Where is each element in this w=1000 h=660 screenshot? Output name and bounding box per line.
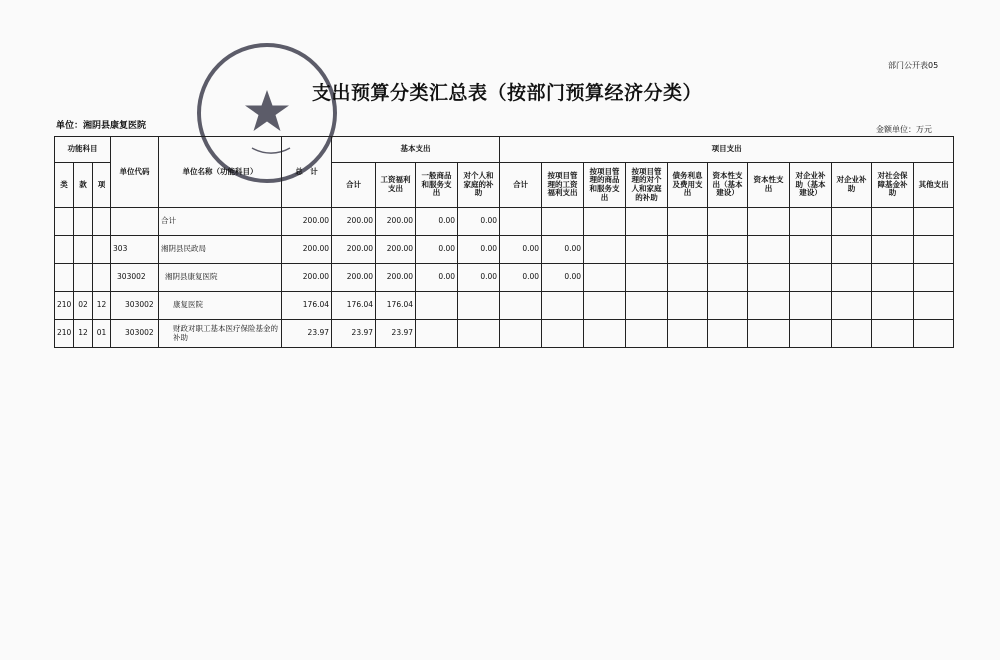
cell-empty — [668, 236, 708, 264]
cell-basic-total: 176.04 — [332, 292, 376, 320]
cell-project-total — [500, 320, 542, 348]
cell-empty — [872, 292, 914, 320]
cell-empty — [708, 208, 748, 236]
cell-project-total — [500, 292, 542, 320]
cell-empty — [626, 236, 668, 264]
header-project-enterprise-construction: 对企业补助（基本建设） — [790, 163, 832, 208]
cell-name: 合计 — [159, 208, 282, 236]
cell-empty — [626, 208, 668, 236]
cell-empty — [790, 320, 832, 348]
cell-project-wage: 0.00 — [542, 264, 584, 292]
cell-total: 200.00 — [282, 236, 332, 264]
cell-empty — [790, 236, 832, 264]
cell-code: 303 — [111, 236, 159, 264]
cell-basic-personal — [458, 292, 500, 320]
cell-empty — [832, 264, 872, 292]
cell-empty — [872, 208, 914, 236]
cell-empty — [790, 264, 832, 292]
cell-empty — [832, 236, 872, 264]
cell-empty — [748, 236, 790, 264]
cell-project-total: 0.00 — [500, 236, 542, 264]
cell-kuan: 02 — [74, 292, 93, 320]
cell-project-wage — [542, 292, 584, 320]
cell-code: 303002 — [111, 320, 159, 348]
cell-empty — [708, 320, 748, 348]
cell-empty — [626, 292, 668, 320]
cell-kuan — [74, 264, 93, 292]
header-unit-name: 单位名称（功能科目） — [159, 137, 282, 208]
cell-empty — [790, 292, 832, 320]
cell-lei — [55, 264, 74, 292]
cell-empty — [668, 208, 708, 236]
table-row — [55, 292, 954, 320]
header-total: 总 计 — [282, 137, 332, 208]
header-project-personal: 按项目管理的对个人和家庭的补助 — [626, 163, 668, 208]
header-project-goods: 按项目管理的商品和服务支出 — [584, 163, 626, 208]
cell-code: 303002 — [111, 292, 159, 320]
table-row — [55, 320, 954, 348]
cell-empty — [914, 236, 954, 264]
table-row — [55, 264, 954, 292]
cell-empty — [914, 208, 954, 236]
cell-kuan — [74, 208, 93, 236]
cell-name: 康复医院 — [159, 292, 282, 320]
page-title: 支出预算分类汇总表（按部门预算经济分类） — [312, 82, 703, 104]
cell-empty — [748, 292, 790, 320]
expenditure-table — [54, 136, 954, 348]
cell-xiang — [93, 264, 111, 292]
cell-empty — [832, 292, 872, 320]
header-project-wage: 按项目管理的工资福利支出 — [542, 163, 584, 208]
cell-empty — [708, 264, 748, 292]
cell-basic-wage: 200.00 — [376, 264, 416, 292]
cell-basic-total: 200.00 — [332, 264, 376, 292]
header-kuan: 款 — [74, 163, 93, 208]
cell-name: 湘阴县康复医院 — [159, 264, 282, 292]
cell-empty — [584, 320, 626, 348]
cell-basic-goods — [416, 320, 458, 348]
header-basic-total: 合计 — [332, 163, 376, 208]
amount-unit: 金额单位：万元 — [876, 125, 932, 134]
cell-basic-wage: 200.00 — [376, 208, 416, 236]
cell-empty — [584, 208, 626, 236]
cell-name: 湘阴县民政局 — [159, 236, 282, 264]
cell-empty — [832, 320, 872, 348]
cell-basic-wage: 176.04 — [376, 292, 416, 320]
cell-project-total: 0.00 — [500, 264, 542, 292]
cell-empty — [668, 320, 708, 348]
cell-empty — [584, 292, 626, 320]
cell-code: 303002 — [111, 264, 159, 292]
cell-project-wage — [542, 208, 584, 236]
header-project-capital-construction: 资本性支出（基本建设） — [708, 163, 748, 208]
header-func-subject: 功能科目 — [55, 137, 111, 163]
header-basic-personal: 对个人和家庭的补助 — [458, 163, 500, 208]
cell-basic-personal: 0.00 — [458, 264, 500, 292]
cell-empty — [914, 292, 954, 320]
cell-basic-goods: 0.00 — [416, 208, 458, 236]
cell-empty — [872, 236, 914, 264]
cell-empty — [708, 292, 748, 320]
cell-name: 财政对职工基本医疗保险基金的补助 — [159, 320, 282, 348]
cell-empty — [790, 208, 832, 236]
cell-empty — [626, 264, 668, 292]
cell-empty — [584, 236, 626, 264]
cell-lei — [55, 208, 74, 236]
cell-total: 23.97 — [282, 320, 332, 348]
cell-kuan: 12 — [74, 320, 93, 348]
document-code: 部门公开表05 — [888, 61, 939, 70]
cell-basic-goods — [416, 292, 458, 320]
cell-empty — [708, 236, 748, 264]
cell-empty — [748, 320, 790, 348]
cell-lei — [55, 236, 74, 264]
header-project-other: 其他支出 — [914, 163, 954, 208]
header-unit-code: 单位代码 — [111, 137, 159, 208]
cell-empty — [914, 320, 954, 348]
table-row — [55, 208, 954, 236]
cell-total: 200.00 — [282, 264, 332, 292]
cell-project-wage — [542, 320, 584, 348]
header-project-total: 合计 — [500, 163, 542, 208]
header-basic-expenditure: 基本支出 — [332, 137, 500, 163]
cell-empty — [584, 264, 626, 292]
cell-xiang — [93, 236, 111, 264]
cell-total: 176.04 — [282, 292, 332, 320]
cell-xiang — [93, 208, 111, 236]
header-project-enterprise: 对企业补助 — [832, 163, 872, 208]
cell-xiang: 12 — [93, 292, 111, 320]
cell-empty — [914, 264, 954, 292]
cell-project-wage: 0.00 — [542, 236, 584, 264]
header-project-social-security: 对社会保障基金补助 — [872, 163, 914, 208]
cell-empty — [668, 264, 708, 292]
cell-lei: 210 — [55, 292, 74, 320]
cell-basic-personal — [458, 320, 500, 348]
header-xiang: 项 — [93, 163, 111, 208]
cell-project-total — [500, 208, 542, 236]
cell-lei: 210 — [55, 320, 74, 348]
cell-basic-goods: 0.00 — [416, 264, 458, 292]
cell-empty — [748, 264, 790, 292]
cell-basic-personal: 0.00 — [458, 236, 500, 264]
cell-empty — [872, 320, 914, 348]
header-project-debt: 债务利息及费用支出 — [668, 163, 708, 208]
cell-total: 200.00 — [282, 208, 332, 236]
cell-empty — [832, 208, 872, 236]
cell-basic-wage: 23.97 — [376, 320, 416, 348]
header-project-expenditure: 项目支出 — [500, 137, 954, 163]
unit-label: 单位：湘阴县康复医院 — [56, 121, 147, 131]
cell-empty — [872, 264, 914, 292]
cell-basic-total: 200.00 — [332, 208, 376, 236]
cell-basic-goods: 0.00 — [416, 236, 458, 264]
cell-kuan — [74, 236, 93, 264]
cell-code — [111, 208, 159, 236]
header-basic-goods: 一般商品和服务支出 — [416, 163, 458, 208]
table-row — [55, 236, 954, 264]
header-lei: 类 — [55, 163, 74, 208]
header-project-capital: 资本性支出 — [748, 163, 790, 208]
cell-basic-personal: 0.00 — [458, 208, 500, 236]
cell-empty — [668, 292, 708, 320]
cell-xiang: 01 — [93, 320, 111, 348]
cell-empty — [626, 320, 668, 348]
header-basic-wage: 工资福利支出 — [376, 163, 416, 208]
cell-basic-total: 200.00 — [332, 236, 376, 264]
cell-empty — [748, 208, 790, 236]
cell-basic-total: 23.97 — [332, 320, 376, 348]
cell-basic-wage: 200.00 — [376, 236, 416, 264]
